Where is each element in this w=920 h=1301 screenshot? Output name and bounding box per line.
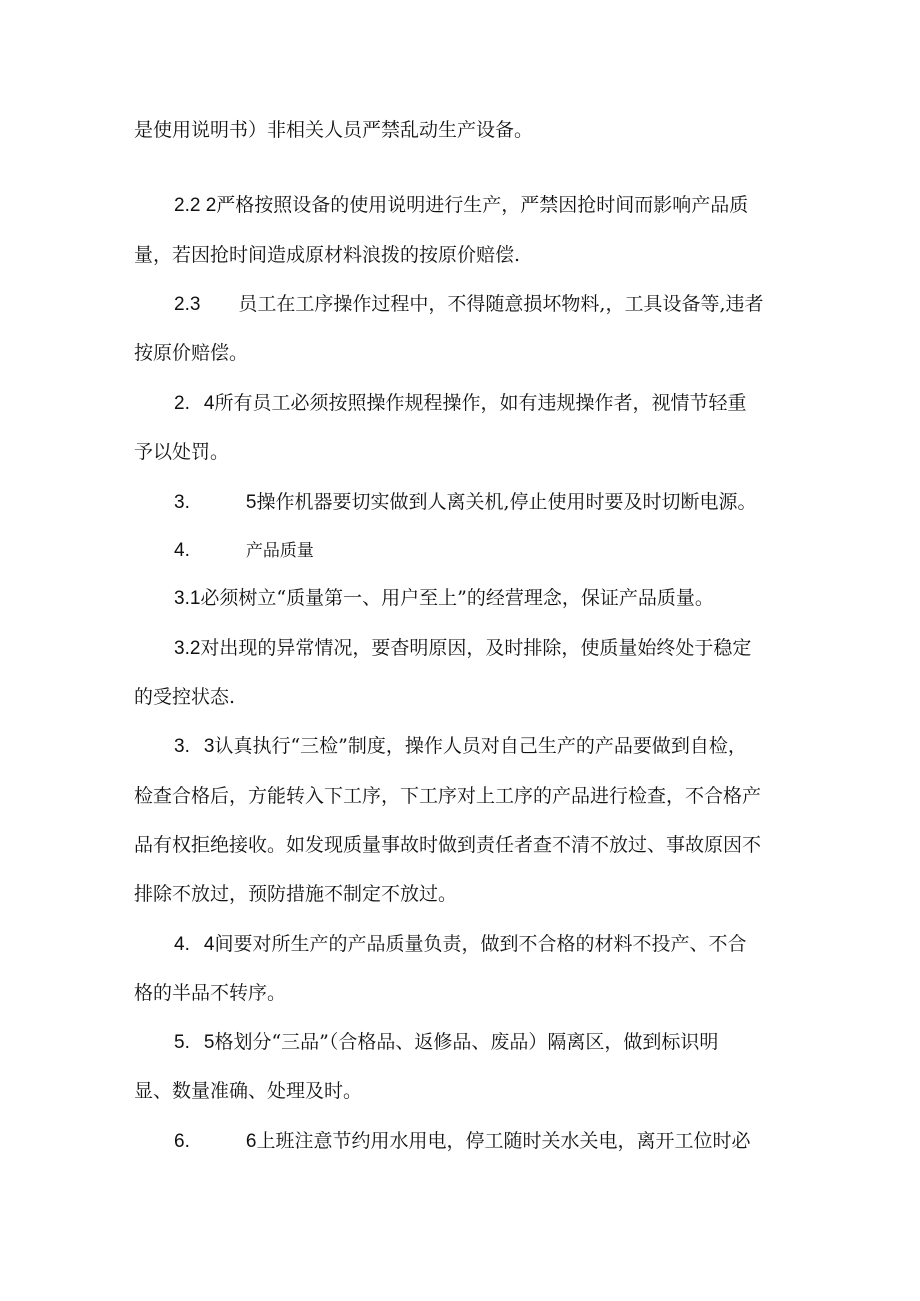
text-line [134, 833, 761, 857]
text-line [134, 440, 229, 464]
line-text: 格划分“三品”（合格品、返修品、废品）隔离区，做到标识明 [214, 1031, 719, 1053]
numbered-paragraph [174, 1129, 750, 1154]
numbered-paragraph [174, 586, 714, 611]
text-line [134, 1079, 362, 1103]
paragraph-number: 5. [174, 1032, 190, 1053]
line-text: 员工在工序操作过程中，不得随意损坏物料,，工具设备等,违者 [238, 293, 764, 315]
line-text: 予以处罚。 [134, 441, 230, 463]
line-text: 认真执行“三检”制度，操作人员对自己生产的产品要做到自检， [214, 735, 747, 757]
paragraph-number: 4. [174, 934, 190, 955]
paragraph-number: 3.2 [174, 638, 201, 659]
paragraph-number: 2. [174, 393, 190, 414]
text-line [134, 243, 520, 267]
section-heading [174, 538, 314, 563]
paragraph-subnumber: 4 [203, 393, 215, 414]
numbered-paragraph [174, 391, 746, 416]
line-text: 对出现的异常情况，要杳明原因，及时排除，使质量始终处于稳定 [200, 637, 752, 659]
text-line [134, 341, 248, 365]
paragraph-subnumber: 5 [245, 492, 257, 513]
line-text: 是使用说明书）非相关人员严禁乱动生产设备。 [134, 119, 534, 141]
paragraph-subnumber: 5 [203, 1032, 215, 1053]
paragraph-number: 3. [174, 736, 190, 757]
line-text: 品有权拒绝接收。如发现质量事故时做到责任者查不清不放过、事故原因不 [134, 834, 762, 856]
text-line [134, 882, 457, 906]
numbered-paragraph [174, 292, 764, 317]
paragraph-number: 3.1 [174, 588, 201, 609]
numbered-paragraph [174, 490, 756, 515]
line-text: 格的半品不转序。 [134, 982, 287, 1004]
paragraph-subnumber: 6 [245, 1131, 257, 1152]
line-text: 按原价赔偿。 [134, 342, 249, 364]
section-number: 4. [174, 540, 190, 561]
numbered-paragraph [174, 636, 751, 661]
paragraph-number: 2.2 2 [174, 195, 217, 216]
paragraph-subnumber: 3 [203, 736, 215, 757]
line-text: 必须树立“质量第一、用户至上”的经营理念，保证产品质量。 [200, 587, 714, 609]
line-text: 严格按照设备的使用说明进行生产，严禁因抢时间而影响产品质 [216, 194, 749, 216]
paragraph-number: 6. [174, 1131, 190, 1152]
paragraph-subnumber: 4 [203, 934, 215, 955]
line-text: 量，若因抢时间造成原材料浪拨的按原价赔偿. [134, 244, 521, 266]
numbered-paragraph [174, 734, 747, 759]
numbered-paragraph [174, 193, 748, 218]
section-title: 产品质量 [245, 541, 314, 561]
text-line [134, 685, 235, 709]
line-text: 的受控状态. [134, 686, 236, 708]
text-line [134, 784, 761, 808]
numbered-paragraph [174, 932, 746, 957]
line-text: 所有员工必须按照操作规程操作，如有违规操作者，视情节轻重 [214, 392, 747, 414]
paragraph-number: 2.3 [174, 294, 201, 315]
line-text: 显、数量准确、处理及时。 [134, 1080, 363, 1102]
line-text: 检查合格后，方能转入下工序，下工序对上工序的产品进行检查，不合格产 [134, 785, 762, 807]
line-text: 上班注意节约用水用电，停工随时关水关电，离开工位时必 [256, 1130, 751, 1152]
line-text: 排除不放过，预防措施不制定不放过。 [134, 883, 458, 905]
numbered-paragraph [174, 1030, 718, 1055]
paragraph-number: 3. [174, 492, 190, 513]
text-line [134, 118, 533, 142]
line-text: 间要对所生产的产品质量负责，做到不合格的材料不投产、不合 [214, 933, 747, 955]
line-text: 操作机器要切实做到人离关机,停止使用时要及时切断电源。 [256, 491, 757, 513]
text-line [134, 981, 286, 1005]
